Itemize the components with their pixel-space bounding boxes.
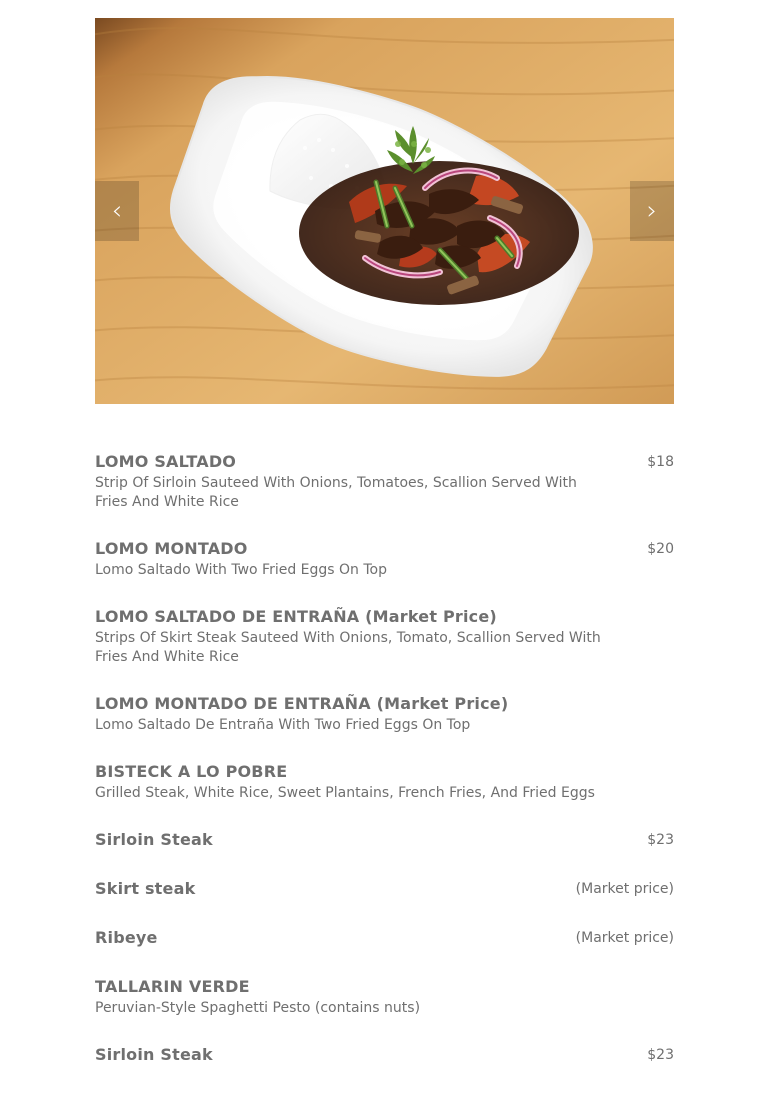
menu-list: [95, 450, 674, 1067]
menu-item-text: [95, 877, 556, 901]
menu-item-name: BISTECK A LO POBRE: [95, 762, 288, 781]
carousel-prev-button[interactable]: [95, 181, 139, 241]
menu-item-text: [95, 926, 556, 950]
menu-item-name: Skirt steak: [95, 879, 196, 898]
menu-item-text: [95, 760, 654, 803]
menu-item-text: [95, 692, 654, 735]
menu-item-name: LOMO MONTADO DE ENTRAÑA (Market Price): [95, 694, 509, 713]
menu-item: [95, 450, 674, 512]
menu-item-description: Lomo Saltado With Two Fried Eggs On Top: [95, 562, 387, 578]
menu-item-text: [95, 450, 627, 512]
food-image-carousel: [95, 18, 674, 404]
menu-item-price: $23: [647, 1047, 674, 1063]
menu-item-name: Ribeye: [95, 928, 158, 947]
carousel-next-button[interactable]: [630, 181, 674, 241]
menu-item: [95, 692, 674, 735]
chevron-right-icon: ›: [646, 196, 658, 226]
lomo-saltado-dish-image: [95, 18, 674, 404]
menu-item: [95, 926, 674, 950]
menu-item-description: Peruvian-Style Spaghetti Pesto (contains nuts): [95, 1000, 421, 1016]
menu-item: [95, 605, 674, 667]
menu-item-text: [95, 1043, 627, 1067]
menu-item-name: LOMO SALTADO DE ENTRAÑA (Market Price): [95, 607, 497, 626]
menu-item-text: [95, 537, 627, 580]
menu-item: [95, 1043, 674, 1067]
menu-item: [95, 828, 674, 852]
menu-item-name: Sirloin Steak: [95, 1045, 213, 1064]
menu-item-name: TALLARIN VERDE: [95, 977, 250, 996]
menu-item-name: LOMO SALTADO: [95, 452, 237, 471]
menu-item-description: Grilled Steak, White Rice, Sweet Plantains, French Fries, And Fried Eggs: [95, 785, 595, 801]
menu-item-description: Strips Of Skirt Steak Sauteed With Onions, Tomato, Scallion Served With Fries And White Rice: [95, 630, 601, 665]
chevron-left-icon: ‹: [111, 196, 123, 226]
menu-item-name: LOMO MONTADO: [95, 539, 248, 558]
menu-item: [95, 760, 674, 803]
menu-item-description: Lomo Saltado De Entraña With Two Fried Eggs On Top: [95, 717, 471, 733]
menu-item: [95, 877, 674, 901]
menu-item: [95, 537, 674, 580]
menu-item-description: Strip Of Sirloin Sauteed With Onions, Tomatoes, Scallion Served With Fries And White Rice: [95, 475, 577, 510]
menu-item-price: $18: [647, 454, 674, 470]
menu-item-text: [95, 605, 654, 667]
menu-item-price: $23: [647, 832, 674, 848]
menu-item-price: $20: [647, 541, 674, 557]
menu-item-price: (Market price): [575, 930, 674, 946]
menu-item: [95, 975, 674, 1018]
menu-item-name: Sirloin Steak: [95, 830, 213, 849]
menu-item-price: (Market price): [575, 881, 674, 897]
menu-item-text: [95, 975, 654, 1018]
menu-item-text: [95, 828, 627, 852]
